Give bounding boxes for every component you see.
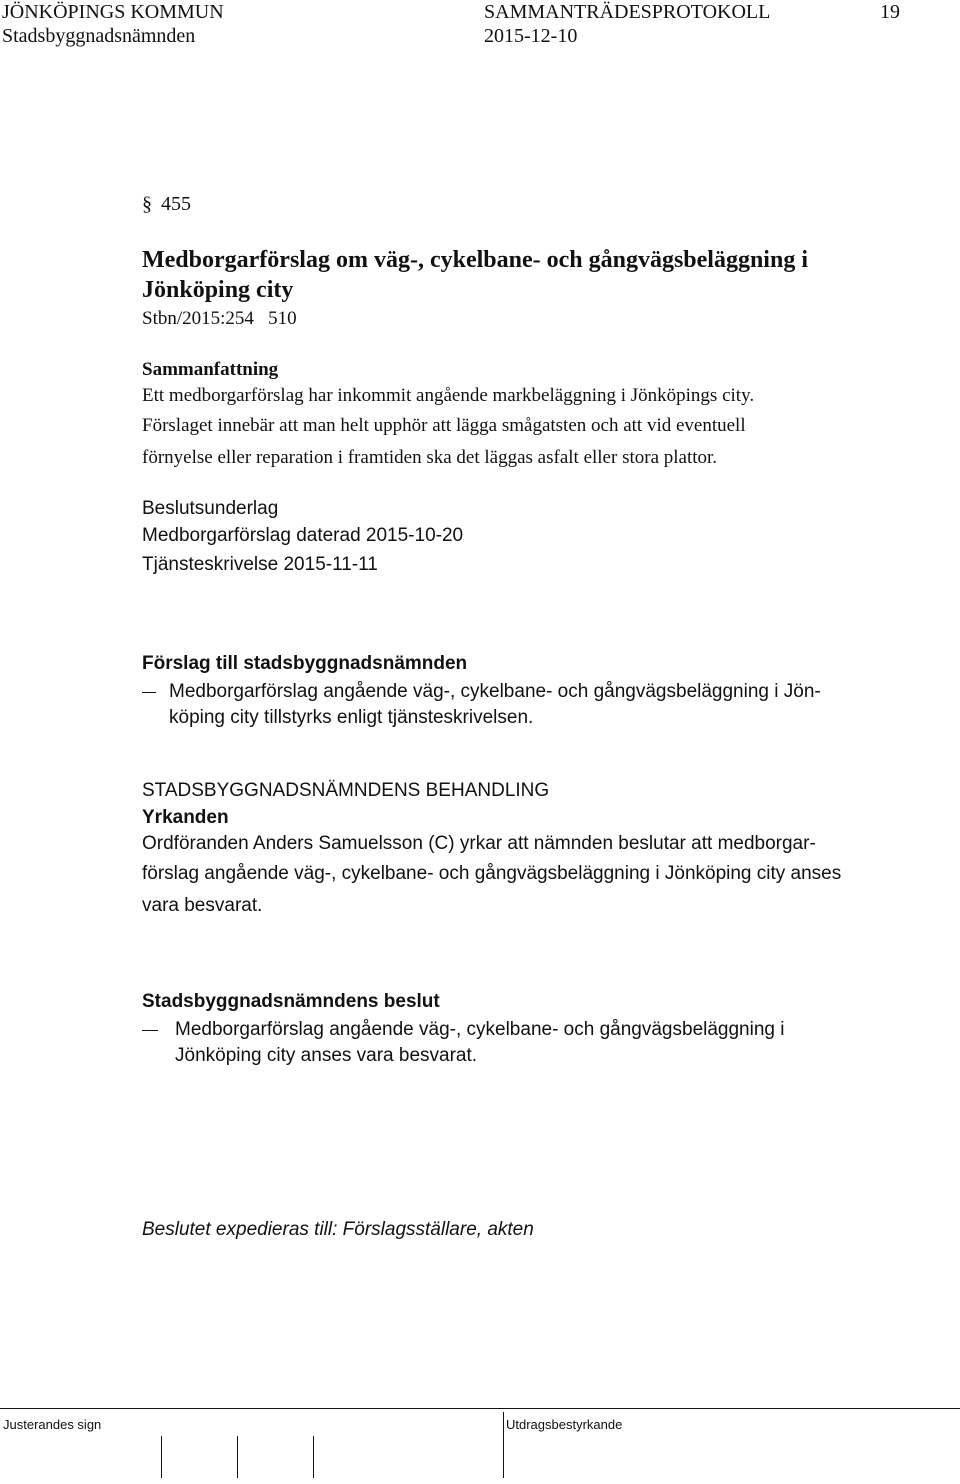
proposal-dash [142,692,156,693]
extract-certification-label: Utdragsbestyrkande [506,1417,623,1432]
motion-line: Ordföranden Anders Samuelsson (C) yrkar att nämnden beslutar att medborgar- [142,833,816,854]
signature-box-divider [161,1436,162,1478]
justification-sign-label: Justerandes sign [3,1417,102,1432]
case-reference: Stbn/2015:254 510 [142,308,297,329]
summary-line: förnyelse eller reparation i framtiden ska det läggas asfalt eller stora plattor. [142,447,718,468]
paragraph-marker [142,192,191,216]
summary-line: Ett medborgarförslag har inkommit angående markbeläggning i Jönköpings city. [142,385,755,406]
summary-line: Förslaget innebär att man helt upphör att lägga smågatsten och att vid eventuell [142,415,746,436]
basis-item: Tjänsteskrivelse 2015-11-11 [142,554,378,575]
meeting-date: 2015-12-10 [484,25,578,47]
motions-heading: Yrkanden [142,807,229,828]
case-title-line-2: Jönköping city [142,277,294,303]
signature-box-divider [313,1436,314,1478]
organization-name: JÖNKÖPINGS KOMMUN [2,1,224,23]
proposal-line: Medborgarförslag angående väg-, cykelbane- och gångvägsbeläggning i Jön- [169,681,821,702]
signature-box-divider [237,1436,238,1478]
document-type: SAMMANTRÄDESPROTOKOLL [484,1,771,23]
committee-name: Stadsbyggnadsnämnden [2,25,196,47]
decision-dash [142,1030,158,1031]
footer-rule [0,1408,960,1409]
footer-column-divider [503,1412,504,1478]
proposal-line: köping city tillstyrks enligt tjänsteskrivelsen. [169,707,534,728]
handling-heading: STADSBYGGNADSNÄMNDENS BEHANDLING [142,780,550,801]
proposal-heading: Förslag till stadsbyggnadsnämnden [142,653,468,674]
basis-heading: Beslutsunderlag [142,498,279,519]
case-title-line-1: Medborgarförslag om väg-, cykelbane- och gångvägsbeläggning i [142,247,808,273]
motion-line: vara besvarat. [142,895,263,916]
decision-heading: Stadsbyggnadsnämndens beslut [142,991,440,1012]
distribution-note: Beslutet expedieras till: Förslagsställare, akten [142,1219,534,1240]
decision-line: Jönköping city anses vara besvarat. [175,1045,478,1066]
summary-heading: Sammanfattning [142,359,279,380]
paragraph-number: 455 [161,193,191,215]
paragraph-symbol: § [142,193,152,215]
decision-line: Medborgarförslag angående väg-, cykelbane- och gångvägsbeläggning i [175,1019,785,1040]
basis-item: Medborgarförslag daterad 2015-10-20 [142,525,464,546]
motion-line: förslag angående väg-, cykelbane- och gångvägsbeläggning i Jönköping city anses [142,863,842,884]
page-number: 19 [880,1,900,23]
